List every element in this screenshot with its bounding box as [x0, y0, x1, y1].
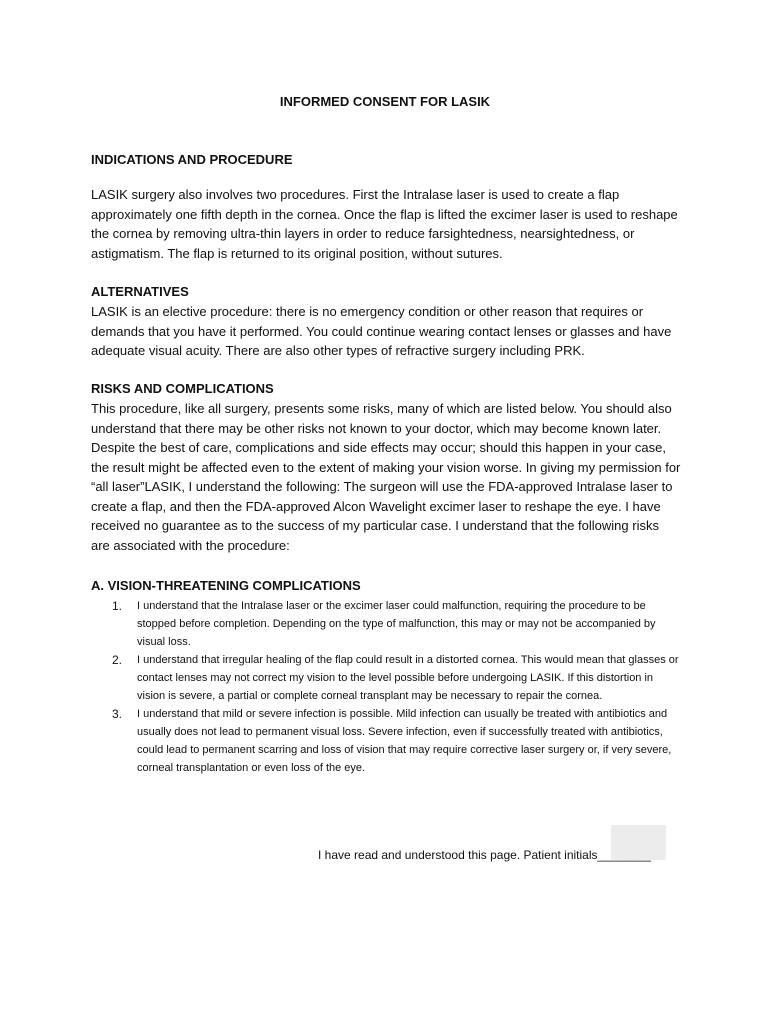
section-body-risks: This procedure, like all surgery, presents some risks, many of which are listed below. You should also understand that there may be other risks not known to your doctor, which may become known later. Despite the best of care, complications and side effects may occur; should this happen in your case, the result might be affected even to the extent of making your vision worse. In giving my permission for “all laser”LASIK, I understand the following: The surgeon will use the FDA-approved Intralase laser to create a flap, and then the FDA-approved Alcon Wavelight excimer laser to reshape the eye. I have received no guarantee as to the success of my particular case. I understand that the following risks are associated with the procedure: — [91, 401, 681, 553]
section-heading-alternatives: ALTERNATIVES — [91, 284, 189, 299]
section-body-alternatives: LASIK is an elective procedure: there is no emergency condition or other reason that requires or demands that you have it performed. You could continue wearing contact lenses or glasses and have adequate visual acuity. There are also other types of refractive surgery including PRK. — [91, 304, 672, 358]
section-heading-vision-threatening: A. VISION-THREATENING COMPLICATIONS — [91, 578, 361, 593]
list-item-number: 3. — [112, 707, 123, 721]
section-heading-risks: RISKS AND COMPLICATIONS — [91, 381, 274, 396]
list-item — [91, 597, 681, 651]
list-item — [91, 705, 681, 777]
list-item — [91, 651, 681, 705]
section-body-indications: LASIK surgery also involves two procedures. First the Intralase laser is used to create a flap approximately one fifth depth in the cornea. Once the flap is lifted the excimer laser is used to reshape the cornea by removing ultra-thin layers in order to reduce farsightedness, nearsightedness, or astigmatism. The flap is returned to its original position, without sutures. — [91, 187, 678, 261]
section-heading-indications: INDICATIONS AND PROCEDURE — [91, 152, 293, 167]
list-item-number: 1. — [112, 599, 123, 613]
patient-initials-statement: I have read and understood this page. Patient initials________ — [318, 848, 651, 862]
list-item-text: I understand that irregular healing of the flap could result in a distorted cornea. This would mean that glasses or contact lenses may not correct my vision to the level possible before undergoing LASIK. If this distortion in vision is severe, a partial or complete corneal transplant may be necessary to repair the cornea. — [137, 654, 679, 702]
list-item-text: I understand that the Intralase laser or the excimer laser could malfunction, requiring the procedure to be stopped before completion. Depending on the type of malfunction, this may or may not be accompanied by visual loss. — [137, 600, 656, 648]
list-item-text: I understand that mild or severe infection is possible. Mild infection can usually be treated with antibiotics and usually does not lead to permanent visual loss. Severe infection, even if successfully treated with antibiotics, could lead to permanent scarring and loss of vision that may require corrective laser surgery or, if very severe, corneal transplantation or even loss of the eye. — [137, 708, 672, 774]
list-item-number: 2. — [112, 653, 123, 667]
complications-list — [91, 597, 681, 777]
document-title: INFORMED CONSENT FOR LASIK — [279, 94, 491, 109]
